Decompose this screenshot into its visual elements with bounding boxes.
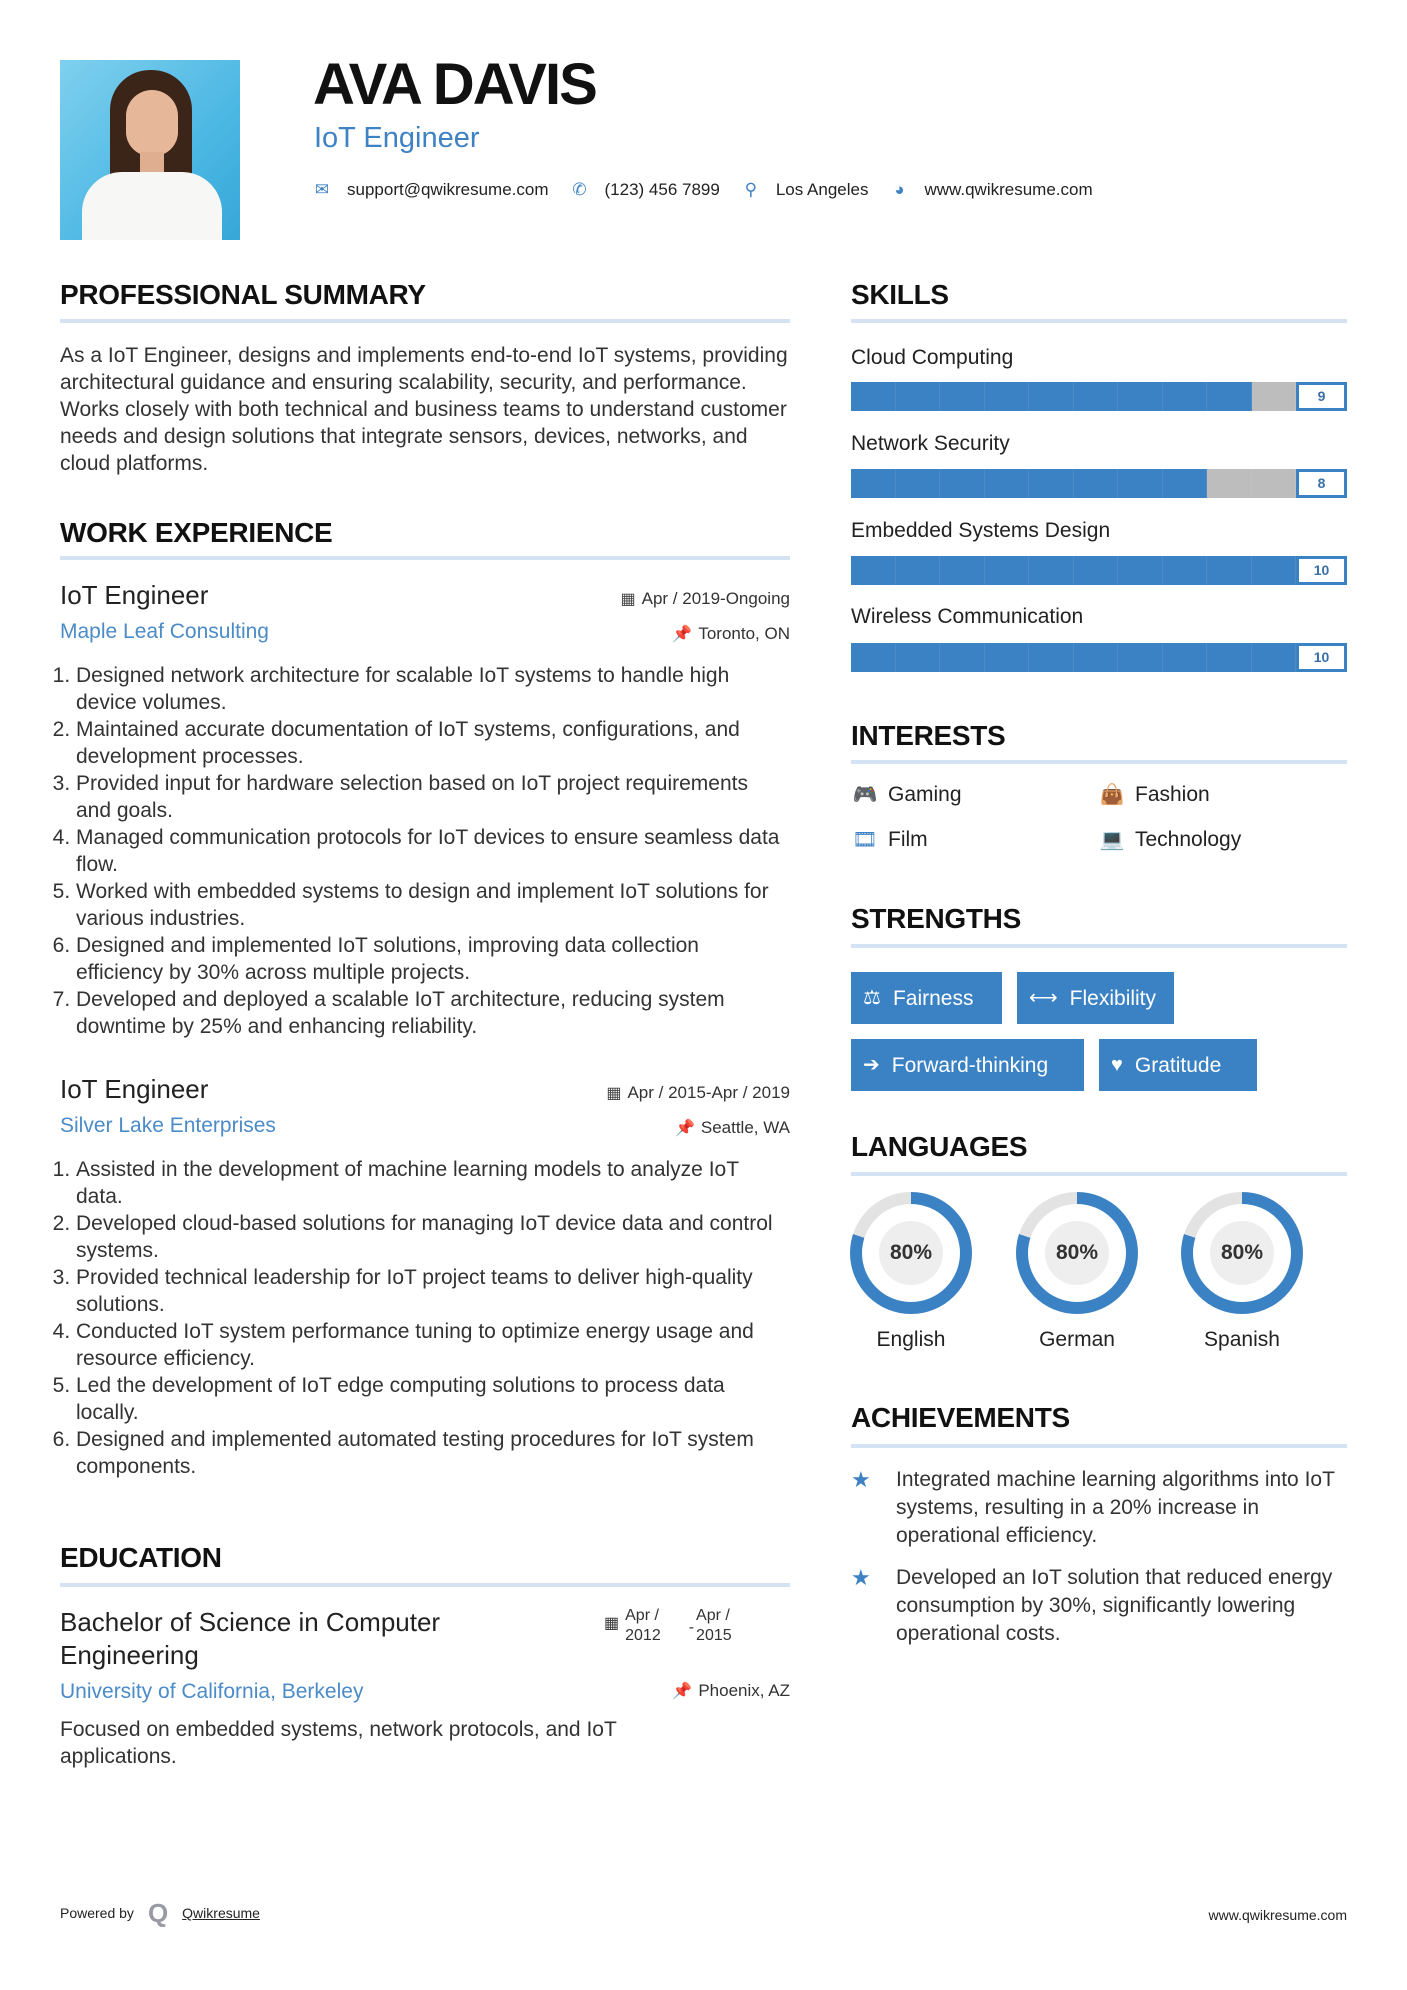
skill-segment	[1207, 382, 1252, 411]
list-item: 1. Designed network architecture for scalable IoT systems to handle high device volumes.	[76, 662, 788, 716]
language-percent: 80%	[879, 1221, 943, 1285]
skill-segment	[1118, 643, 1163, 672]
qwikresume-logo-icon: Q	[147, 1898, 169, 1928]
map-pin-icon: ⚲	[744, 180, 758, 199]
list-item: 7. Developed and deployed a scalable IoT architecture, reducing system downtime by 25% and enhancing reliability.	[76, 986, 788, 1040]
skill-segment	[1074, 382, 1119, 411]
job-bullets	[58, 1156, 788, 1480]
strength-badge: ⟷ Flexibility	[1017, 972, 1174, 1024]
skill-segment	[896, 643, 941, 672]
list-item: 2. Maintained accurate documentation of IoT systems, configurations, and development processes.	[76, 716, 788, 770]
interest-item: 👜 Fashion	[1099, 783, 1210, 806]
list-item: 5. Worked with embedded systems to design and implement IoT solutions for various industries.	[76, 878, 788, 932]
calendar-icon: ▦	[606, 1085, 622, 1102]
contact-website[interactable]: www.qwikresume.com	[924, 180, 1093, 199]
skill-value: 9	[1296, 382, 1347, 411]
list-item: 4. Conducted IoT system performance tuning to optimize energy usage and resource efficiency.	[76, 1318, 788, 1372]
skill-segment	[1029, 469, 1074, 498]
brand-link[interactable]: Qwikresume	[182, 1905, 260, 1921]
balance-scale-icon: ⚖	[863, 987, 881, 1009]
skill-segment	[1029, 382, 1074, 411]
section-divider	[851, 760, 1347, 764]
language-item	[1016, 1192, 1138, 1352]
language-name: English	[876, 1328, 946, 1351]
skill-segment	[1163, 469, 1208, 498]
contact-phone[interactable]: (123) 456 7899	[604, 180, 720, 199]
skill-bar	[851, 382, 1347, 411]
section-divider	[851, 1444, 1347, 1448]
skill-segment	[1074, 469, 1119, 498]
heart-icon: ♥	[1111, 1054, 1123, 1076]
interest-item: 🎞 Film	[852, 828, 928, 851]
skill-segment	[1163, 382, 1208, 411]
education-description: Focused on embedded systems, network protocols, and IoT applications.	[60, 1718, 617, 1768]
shopping-bag-icon: 👜	[1099, 783, 1125, 806]
contact-location: Los Angeles	[775, 180, 869, 199]
achievement-item: ★ Integrated machine learning algorithms into IoT systems, resulting in a 20% increase in operational efficiency.	[851, 1466, 1347, 1550]
summary-heading: PROFESSIONAL SUMMARY	[60, 279, 426, 310]
skill-value: 8	[1296, 469, 1347, 498]
skill-segment	[851, 556, 896, 585]
skill-segment	[1252, 643, 1297, 672]
section-divider	[851, 944, 1347, 948]
education-dates: ▦ Apr / 2012 - Apr / 2015	[604, 1607, 732, 1644]
language-name: German	[1039, 1328, 1115, 1351]
shooting-star-icon: ★	[851, 1467, 871, 1492]
skill-bar	[851, 556, 1347, 585]
skill-segment	[1029, 556, 1074, 585]
skill-segment	[1118, 469, 1163, 498]
skill-segment	[940, 469, 985, 498]
skill-segment	[940, 382, 985, 411]
section-divider	[851, 319, 1347, 323]
strength-badge: ♥ Gratitude	[1099, 1039, 1257, 1091]
achievements-heading: ACHIEVEMENTS	[851, 1402, 1070, 1433]
language-item	[850, 1192, 972, 1352]
list-item: 4. Managed communication protocols for IoT devices to ensure seamless data flow.	[76, 824, 788, 878]
skill-value: 10	[1296, 643, 1347, 672]
calendar-icon: ▦	[620, 591, 636, 608]
footer-website[interactable]: www.qwikresume.com	[1208, 1907, 1347, 1923]
skills-heading: SKILLS	[851, 279, 949, 310]
language-ring	[1181, 1192, 1303, 1314]
strength-badge: ➔ Forward-thinking	[851, 1039, 1084, 1091]
language-ring	[850, 1192, 972, 1314]
footer-powered: Powered by Q Qwikresume	[60, 1898, 260, 1928]
skill-bar	[851, 469, 1347, 498]
job-title: IoT Engineer	[60, 1074, 209, 1104]
job-location: 📌 Toronto, ON	[672, 624, 790, 643]
interest-item: 🎮 Gaming	[852, 783, 962, 806]
skill-segment	[1118, 382, 1163, 411]
degree-title: Bachelor of Science in Computer Engineering	[60, 1607, 441, 1670]
laptop-icon: 💻	[1099, 828, 1125, 851]
skill-segment	[1074, 556, 1119, 585]
job-company: Silver Lake Enterprises	[60, 1114, 276, 1137]
contact-email[interactable]: support@qwikresume.com	[347, 180, 549, 199]
languages-heading: LANGUAGES	[851, 1131, 1028, 1162]
list-item: 1. Assisted in the development of machine learning models to analyze IoT data.	[76, 1156, 788, 1210]
education-location: 📌 Phoenix, AZ	[672, 1681, 790, 1700]
education-heading: EDUCATION	[60, 1542, 222, 1573]
section-divider	[60, 319, 790, 323]
list-item: 6. Designed and implemented IoT solutions, improving data collection efficiency by 30% across multiple projects.	[76, 932, 788, 986]
strength-badge: ⚖ Fairness	[851, 972, 1002, 1024]
job-title: IoT Engineer	[60, 580, 209, 610]
skill-segment	[1207, 643, 1252, 672]
skill-segment	[1163, 556, 1208, 585]
job-dates: ▦ Apr / 2019-Ongoing	[620, 589, 790, 608]
skill-segment	[896, 382, 941, 411]
job-dates: ▦ Apr / 2015-Apr / 2019	[606, 1083, 790, 1102]
skill-segment	[1163, 643, 1208, 672]
strengths-heading: STRENGTHS	[851, 903, 1021, 934]
language-ring	[1016, 1192, 1138, 1314]
language-percent: 80%	[1045, 1221, 1109, 1285]
skill-name: Network Security	[851, 432, 1010, 455]
language-item	[1181, 1192, 1303, 1352]
skill-segment	[1118, 556, 1163, 585]
list-item: 5. Led the development of IoT edge computing solutions to process data locally.	[76, 1372, 788, 1426]
summary-text: As a IoT Engineer, designs and implements end-to-end IoT systems, providing architectural guidance and ensuring scalability, security, and performance. Works closely with both technical and business teams to understand customer needs and design solutions that integrate sensors, devices, networks, and cloud platforms.	[60, 344, 788, 475]
section-divider	[60, 1583, 790, 1587]
skill-segment	[851, 643, 896, 672]
candidate-title: IoT Engineer	[314, 122, 480, 154]
film-icon: 🎞	[852, 828, 878, 851]
skill-segment	[1252, 556, 1297, 585]
skill-segment	[896, 469, 941, 498]
skill-segment	[940, 643, 985, 672]
skill-segment	[851, 382, 896, 411]
skill-bar	[851, 643, 1347, 672]
arrow-right-icon: ➔	[863, 1054, 880, 1076]
pushpin-icon: 📌	[674, 1120, 695, 1137]
skill-segment	[985, 556, 1030, 585]
experience-heading: WORK EXPERIENCE	[60, 517, 333, 548]
skill-segment	[940, 556, 985, 585]
skill-segment	[985, 469, 1030, 498]
contact-bar	[313, 177, 1115, 203]
envelope-icon: ✉	[314, 180, 330, 199]
language-name: Spanish	[1204, 1328, 1280, 1351]
candidate-name: AVA DAVIS	[313, 52, 596, 117]
skill-segment	[1252, 469, 1297, 498]
skill-segment	[985, 382, 1030, 411]
skill-value: 10	[1296, 556, 1347, 585]
skill-segment	[1207, 469, 1252, 498]
list-item: 6. Designed and implemented automated testing procedures for IoT system components.	[76, 1426, 788, 1480]
pushpin-icon: 📌	[672, 1683, 693, 1700]
achievement-item: ★ Developed an IoT solution that reduced energy consumption by 30%, significantly lowering operational costs.	[851, 1564, 1347, 1648]
job-company: Maple Leaf Consulting	[60, 620, 269, 643]
skill-segment	[1074, 643, 1119, 672]
gamepad-icon: 🎮	[852, 783, 878, 806]
skill-segment	[896, 556, 941, 585]
calendar-icon: ▦	[604, 1615, 620, 1632]
skill-name: Wireless Communication	[851, 605, 1084, 628]
list-item: 2. Developed cloud-based solutions for managing IoT device data and control systems.	[76, 1210, 788, 1264]
list-item: 3. Provided technical leadership for IoT project teams to deliver high-quality solutions.	[76, 1264, 788, 1318]
school-name: University of California, Berkeley	[60, 1680, 364, 1703]
job-bullets	[58, 662, 788, 1040]
profile-photo	[60, 60, 240, 240]
skill-segment	[1029, 643, 1074, 672]
phone-icon: ✆	[572, 180, 587, 199]
skill-segment	[1252, 382, 1297, 411]
section-divider	[60, 556, 790, 560]
arrows-horizontal-icon: ⟷	[1029, 987, 1058, 1009]
skill-segment	[851, 469, 896, 498]
skill-name: Embedded Systems Design	[851, 519, 1111, 542]
list-item: 3. Provided input for hardware selection based on IoT project requirements and goals.	[76, 770, 788, 824]
skill-segment	[1207, 556, 1252, 585]
shooting-star-icon: ★	[851, 1565, 871, 1590]
interest-item: 💻 Technology	[1099, 828, 1242, 851]
skill-segment	[985, 643, 1030, 672]
job-location: 📌 Seattle, WA	[674, 1118, 790, 1137]
skill-name: Cloud Computing	[851, 346, 1014, 369]
pushpin-icon: 📌	[672, 626, 693, 643]
section-divider	[851, 1172, 1347, 1176]
interests-heading: INTERESTS	[851, 720, 1006, 751]
globe-icon: ◕	[894, 180, 905, 199]
language-percent: 80%	[1210, 1221, 1274, 1285]
